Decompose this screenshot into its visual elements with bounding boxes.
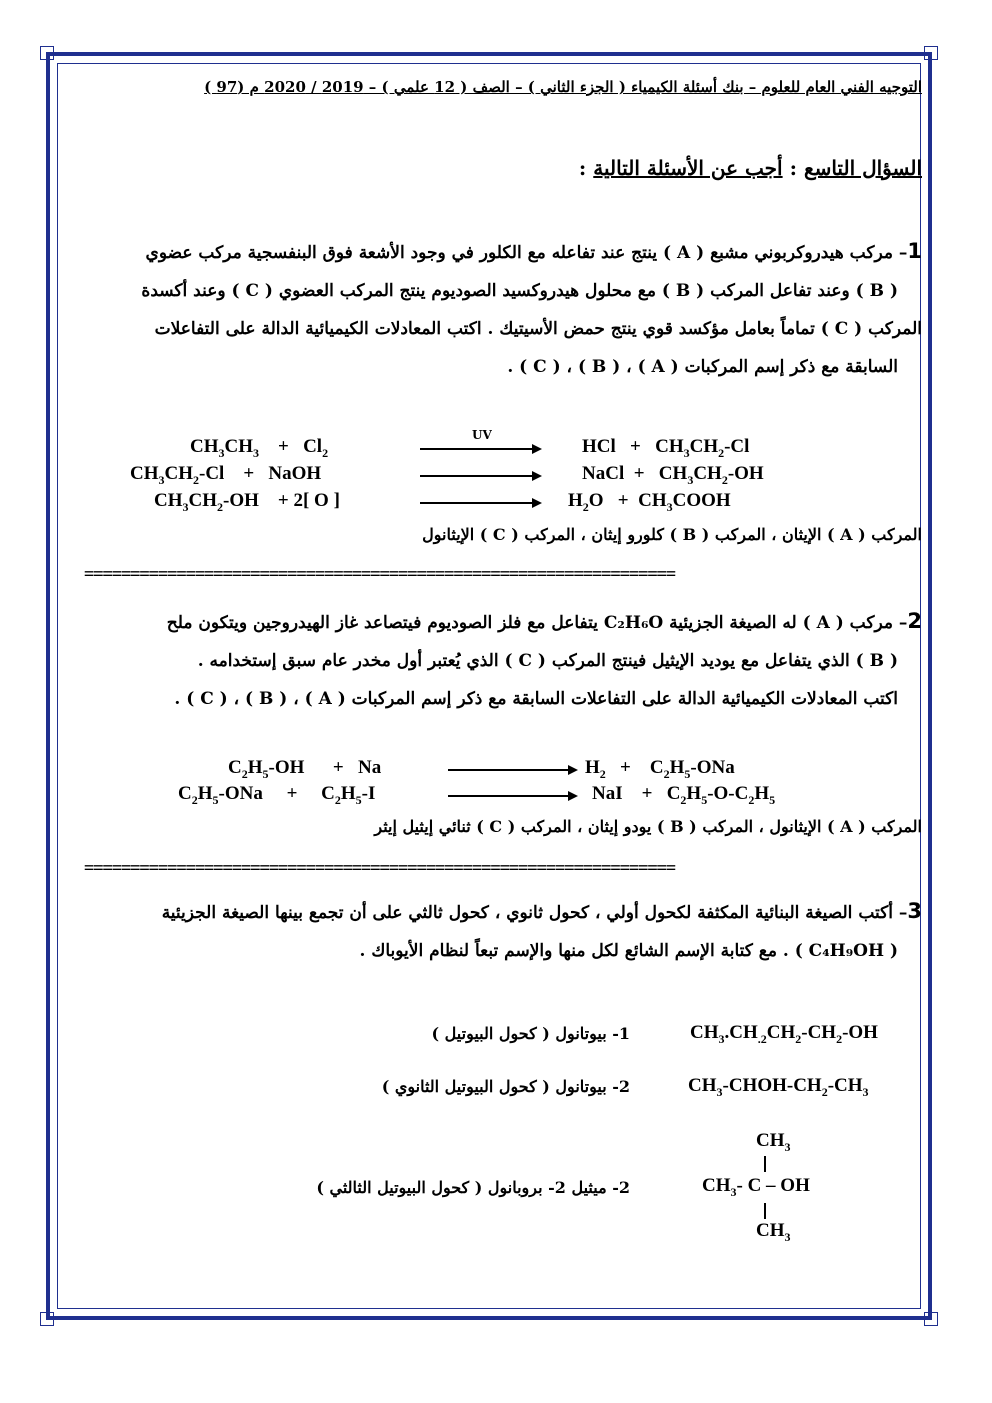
corner-ornament: [924, 1312, 938, 1326]
q1-eq1-products: HCl + $CH_3CH_2-Cl$: [582, 436, 750, 460]
q2-text: [167, 602, 922, 718]
bond-line: [764, 1203, 766, 1219]
q1-number: 1: [907, 239, 922, 263]
q2-eq1-reactants: $C_2H_5-OH$ + Na: [228, 757, 382, 781]
q1-eq2-products: NaCl + $CH_3CH_2-OH$: [582, 463, 764, 487]
q1-line-1: 1– مركب هيدروكربوني مشبع ( A ) ينتج عند تفاعله مع الكلور في وجود الأشعة فوق البنفسجية مركب عضوي: [145, 239, 922, 263]
page-content: [70, 70, 922, 1300]
tertiary-alcohol-top: $CH_3$: [756, 1130, 791, 1154]
reaction-arrow: [448, 769, 576, 771]
reaction-arrow: [420, 475, 540, 477]
primary-alcohol-name: 1- بيوتانول ( كحول البيوتيل ): [431, 1024, 630, 1043]
corner-ornament: [924, 46, 938, 60]
corner-ornament: [40, 1312, 54, 1326]
q2-eq1-products: $H_2$ + $C_2H_5$-ONa: [585, 757, 735, 781]
q1-eq1-reactants: $CH_3CH_3$ + $Cl_2$: [190, 436, 329, 460]
q1-eq3-reactants: $CH_3CH_2-OH$ + 2[ O ]: [154, 490, 340, 514]
primary-alcohol-formula: $CH_3.CH_{.2}CH_2-CH_2-OH$: [690, 1022, 878, 1046]
tertiary-alcohol-name: 2- ميثيل 2- بروبانول ( كحول البيوتيل الثالثي ): [316, 1178, 630, 1197]
reaction-arrow: [420, 502, 540, 504]
secondary-alcohol-name: 2- بيوتانول ( كحول البيوتيل الثانوي ): [381, 1077, 630, 1096]
question-title-main: السؤال التاسع: [803, 156, 922, 180]
separator: ================================================================: [84, 564, 676, 584]
corner-ornament: [40, 46, 54, 60]
question-title-sub: أجب عن الأسئلة التالية: [593, 156, 783, 180]
q1-eq2-reactants: $CH_3CH_2-Cl$ + NaOH: [130, 463, 322, 487]
q3-line-1: 3– أكتب الصيغة البنائية المكثفة لكحول أولي ، كحول ثانوي ، كحول ثالثي على أن تجمع بينها الصيغة الجزيئية: [161, 899, 922, 923]
q3-text: [162, 892, 922, 970]
q2-line-2: ( B ) الذي يتفاعل مع يوديد الإيثيل فينتج المركب ( C ) الذي يُعتبر أول مخدر عام سبق إستخدامه .: [197, 651, 898, 671]
q2-line-1: 2– مركب ( A ) له الصيغة الجزيئية C₂H₆O يتفاعل مع فلز الصوديوم فيتصاعد غاز الهيدروجين ويتكون ملح: [166, 609, 922, 633]
q1-answer: المركب ( A ) الإيثان ، المركب ( B ) كلورو إيثان ، المركب ( C ) الإيثانول: [422, 525, 922, 544]
tertiary-alcohol-middle: $CH_3-$ C – OH: [702, 1175, 810, 1199]
reaction-arrow: [448, 795, 576, 797]
q2-line-3: اكتب المعادلات الكيميائية الدالة على التفاعلات السابقة مع ذكر إسم المركبات ( A ) ، ( B ) ، ( C ) .: [174, 689, 898, 709]
q1-line-2: ( B ) وعند تفاعل المركب ( B ) مع محلول هيدروكسيد الصوديوم ينتج المركب العضوي ( C ) وعند أكسدة: [141, 281, 898, 301]
bond-line: [764, 1156, 766, 1172]
q1-line-3: المركب ( C ) تماماً بعامل مؤكسد قوي ينتج حمض الأسيتيك . اكتب المعادلات الكيميائية الدالة على التفاعلات: [154, 319, 922, 339]
q3-line-2: ( C₄H₉OH ) . مع كتابة الإسم الشائع لكل منها والإسم تبعاً لنظام الأيوباك .: [359, 941, 898, 961]
question-title-colon: :: [789, 156, 797, 180]
secondary-alcohol-formula: $CH_3-CHOH-CH_2-CH_3$: [688, 1075, 869, 1099]
q3-number: 3: [907, 899, 922, 923]
tertiary-alcohol-bottom: $CH_3$: [756, 1220, 791, 1244]
reaction-arrow: [420, 448, 540, 450]
uv-label: UV: [472, 428, 492, 442]
page-header: التوجيه الفني العام للعلوم – بنك أسئلة الكيمياء ( الجزء الثاني ) – الصف ( 12 علمي ) – 2019 / 2020 م (97 ): [204, 78, 922, 96]
question-title: [579, 156, 922, 180]
q2-number: 2: [907, 609, 922, 633]
q1-text: [141, 232, 922, 386]
q2-answer: المركب ( A ) الإيثانول ، المركب ( B ) يودو إيثان ، المركب ( C ) ثنائي إيثيل إيثر: [374, 817, 922, 836]
q1-eq3-products: $H_2O$ + $CH_3COOH$: [568, 490, 731, 514]
q2-eq2-products: NaI + $C_2H_5-O-C_2H_5$: [592, 783, 776, 807]
q2-eq2-reactants: $C_2H_5$-ONa + $C_2H_5-I$: [178, 783, 376, 807]
question-title-end: :: [578, 156, 587, 180]
separator: ================================================================: [84, 858, 676, 878]
q1-line-4: السابقة مع ذكر إسم المركبات ( A ) ، ( B ) ، ( C ) .: [507, 357, 898, 377]
